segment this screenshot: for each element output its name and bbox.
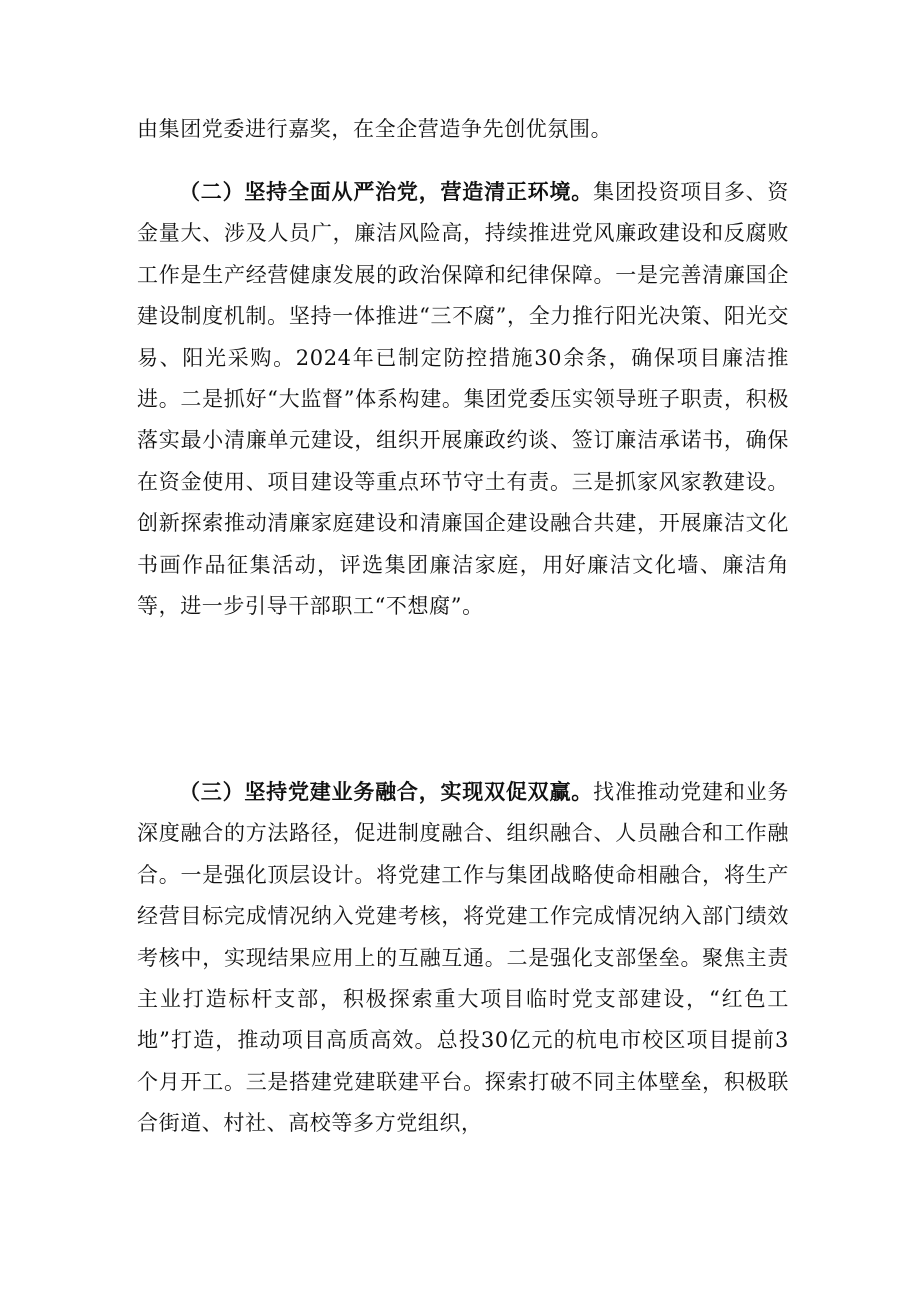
- paragraph-continuation: [137, 109, 789, 150]
- paragraph-section-3: [137, 771, 789, 1145]
- paragraph-3: [137, 771, 789, 1145]
- section-3-body: 找准推动党建和业务深度融合的方法路径，促进制度融合、组织融合、人员融合和工作融合。一是强化顶层设计。将党建工作与集团战略使命相融合，将生产经营目标完成情况纳入党建考核，将党建工作完成情况纳入部门绩效考核中，实现结果应用上的互融互通。二是强化支部堡垒。聚焦主责主业打造标杆支部，积极探索重大项目临时党支部建设，“红色工地”打造，推动项目高质高效。总投30亿元的杭电市校区项目提前3个月开工。三是搭建党建联建平台。探索打破不同主体壁垒，积极联合街道、村社、高校等多方党组织，: [137, 780, 789, 1136]
- section-2-heading: （二）坚持全面从严治党，营造清正环境。: [179, 179, 594, 204]
- paragraph-1-text: 由集团党委进行嘉奖，在全企营造争先创优氛围。: [137, 117, 613, 141]
- paragraph-section-2: [137, 171, 789, 627]
- section-2-body: 集团投资项目多、资金量大、涉及人员广，廉洁风险高，持续推进党风廉政建设和反腐败工作是生产经营健康发展的政治保障和纪律保障。一是完善清廉国企建设制度机制。坚持一体推进“三不腐”，全力推行阳光决策、阳光交易、阳光采购。2024年已制定防控措施30余条，确保项目廉洁推进。二是抓好“大监督”体系构建。集团党委压实领导班子职责，积极落实最小清廉单元建设，组织开展廉政约谈、签订廉洁承诺书，确保在资金使用、项目建设等重点环节守土有责。三是抓家风家教建设。创新探索推动清廉家庭建设和清廉国企建设融合共建，开展廉洁文化书画作品征集活动，评选集团廉洁家庭，用好廉洁文化墙、廉洁角等，进一步引导干部职工“不想腐”。: [137, 180, 789, 619]
- paragraph-2: [137, 171, 789, 627]
- section-3-heading: （三）坚持党建业务融合，实现双促双赢。: [179, 779, 594, 804]
